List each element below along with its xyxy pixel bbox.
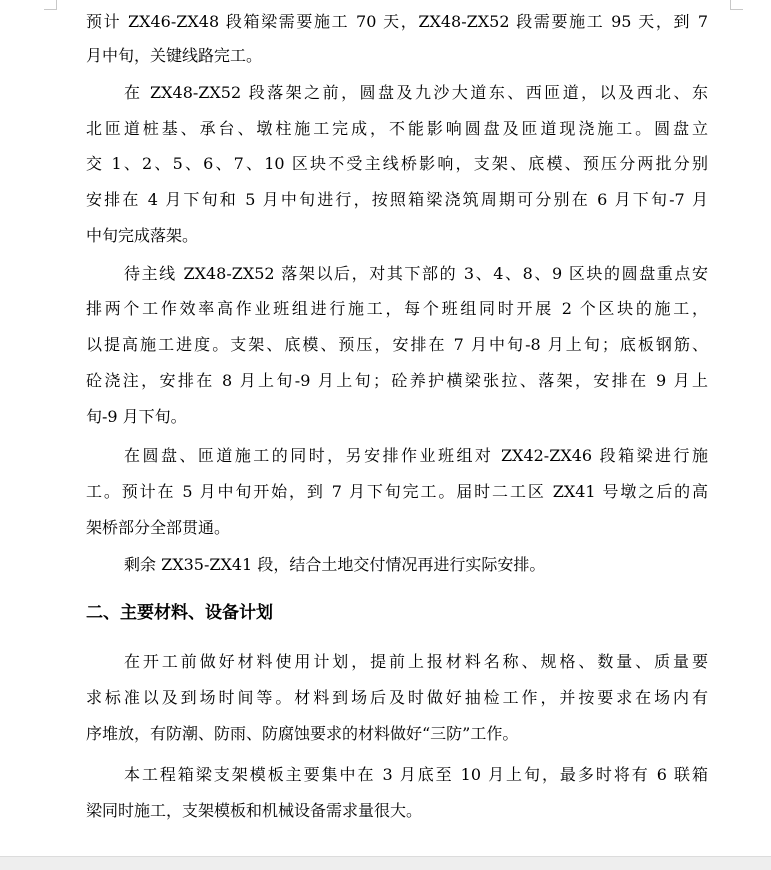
text-line: 预计 ZX46-ZX48 段箱梁需要施工 70 天，ZX48-ZX52 段需要施工 95 天，到 7 [86,12,708,31]
text-line: 本工程箱梁支架模板主要集中在 3 月底至 10 月上旬，最多时将有 6 联箱 [124,765,708,784]
text-line: 排两个工作效率高作业班组进行施工，每个班组同时开展 2 个区块的施工， [86,299,708,318]
crop-mark-left [56,0,57,10]
text-line: 砼浇注，安排在 8 月上旬-9 月上旬；砼养护横梁张拉、落架，安排在 9 月上 [86,371,708,390]
text-line: 剩余 ZX35-ZX41 段，结合土地交付情况再进行实际安排。 [124,555,546,574]
text-line: 待主线 ZX48-ZX52 落架以后，对其下部的 3、4、8、9 区块的圆盘重点安 [124,264,708,283]
text-line: 中旬完成落架。 [86,226,199,245]
text-line: 在开工前做好材料使用计划，提前上报材料名称、规格、数量、质量要 [124,652,708,671]
crop-mark-right-h [731,9,743,10]
text-line: 安排在 4 月下旬和 5 月中旬进行，按照箱梁浇筑周期可分别在 6 月下旬-7 月 [86,190,708,209]
text-line: 工。预计在 5 月中旬开始，到 7 月下旬完工。届时二工区 ZX41 号墩之后的高 [86,482,708,501]
text-line: 架桥部分全部贯通。 [86,518,231,537]
text-line: 序堆放，有防潮、防雨、防腐蚀要求的材料做好“三防”工作。 [86,724,519,743]
page-bottom-edge [0,856,771,870]
section-heading: 二、主要材料、设备计划 [86,603,273,623]
text-line: 求标准以及到场时间等。材料到场后及时做好抽检工作，并按要求在场内有 [86,688,708,707]
text-line: 在 ZX48-ZX52 段落架之前，圆盘及九沙大道东、西匝道，以及西北、东 [124,83,708,102]
text-line: 交 1、2、5、6、7、10 区块不受主线桥影响，支架、底模、预压分两批分别 [86,154,708,173]
text-line: 在圆盘、匝道施工的同时，另安排作业班组对 ZX42-ZX46 段箱梁进行施 [124,446,708,465]
text-line: 梁同时施工，支架模板和机械设备需求量很大。 [86,801,423,820]
text-line: 北匝道桩基、承台、墩柱施工完成，不能影响圆盘及匝道现浇施工。圆盘立 [86,119,708,138]
text-line: 月中旬，关键线路完工。 [86,46,263,65]
crop-mark-left-h [44,9,56,10]
text-line: 旬-9 月下旬。 [86,407,187,426]
text-line: 以提高施工进度。支架、底模、预压，安排在 7 月中旬-8 月上旬；底板钢筋、 [86,335,708,354]
